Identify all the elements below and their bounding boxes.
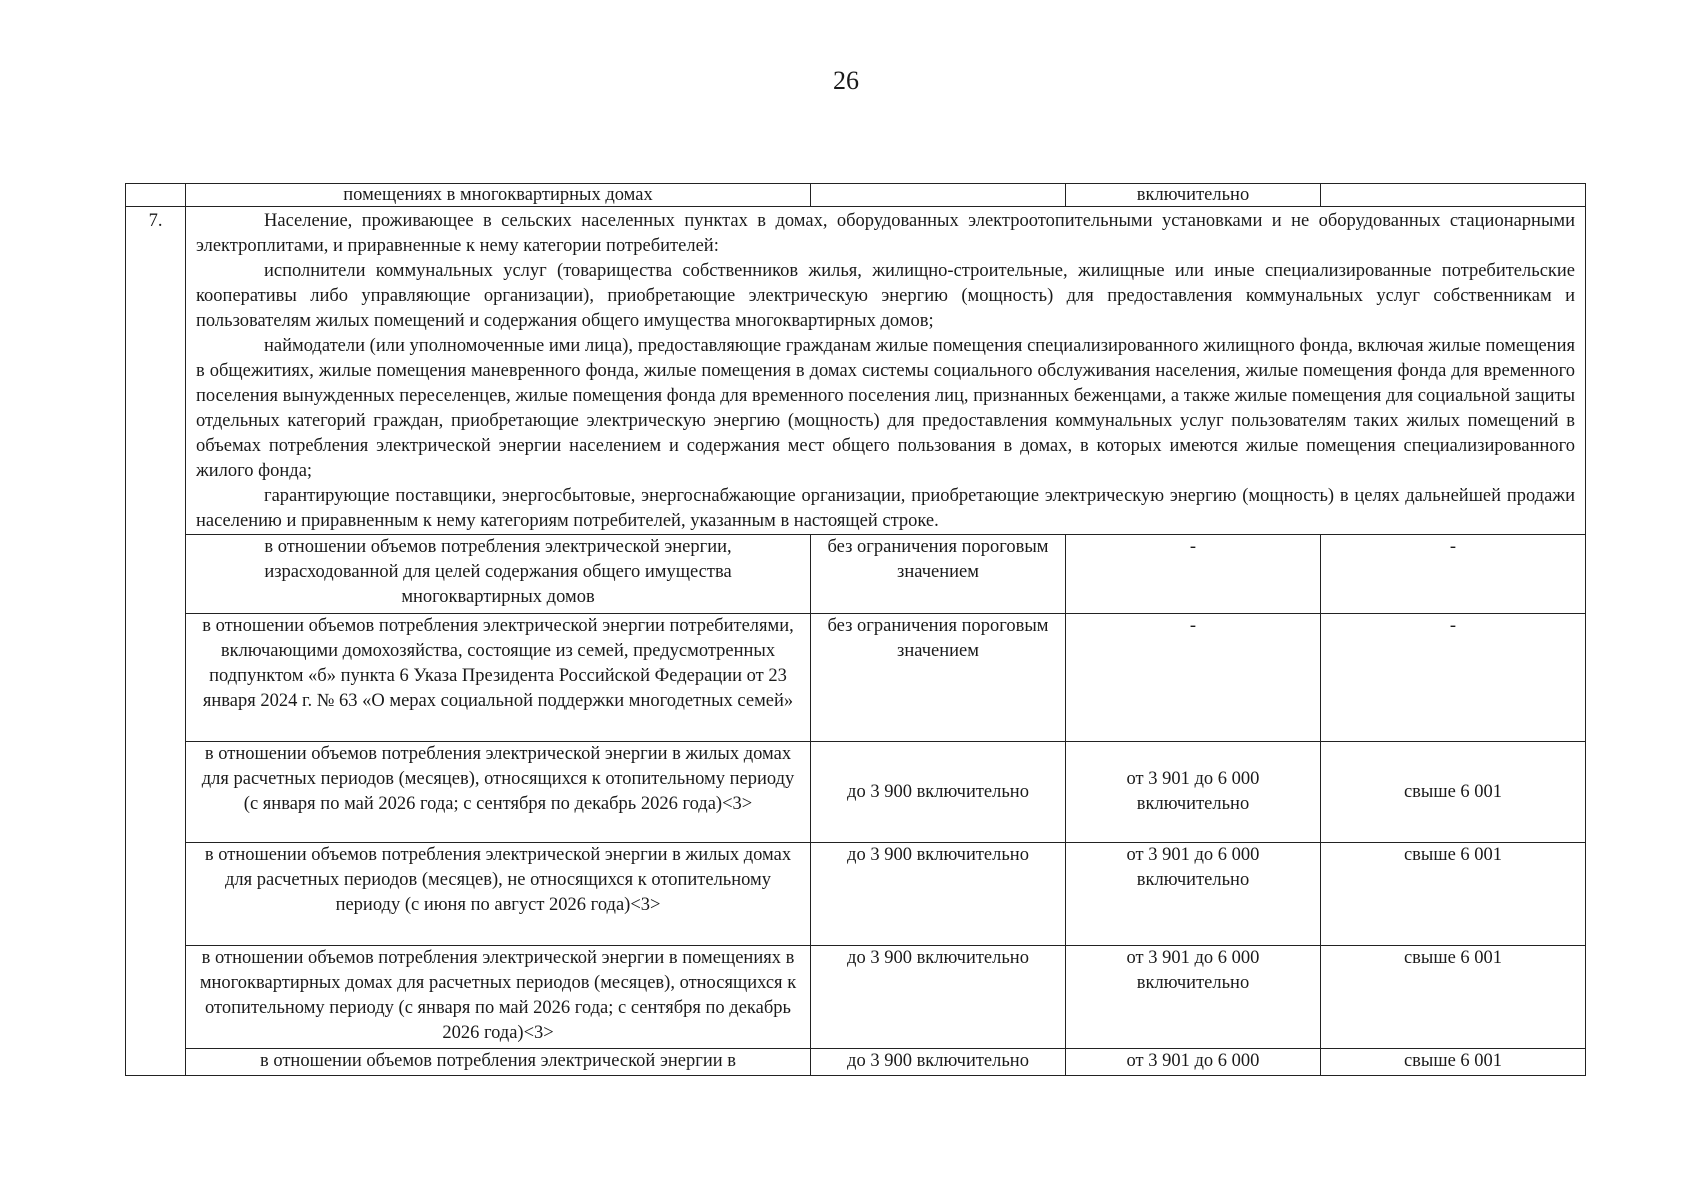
- table-cell-description: в отношении объемов потребления электрической энергии, израсходованной для целей содержания общего имущества многоквартирных домов: [186, 535, 811, 614]
- table-cell-threshold-3: свыше 6 001: [1321, 742, 1586, 843]
- section-paragraph: гарантирующие поставщики, энергосбытовые, энергоснабжающие организации, приобретающие электрическую энергию (мощность) в целях дальнейшей продажи населению и приравненным к нему категориям потребителей, указанным в настоящей строке.: [196, 486, 1575, 531]
- table-cell-description: помещениях в многоквартирных домах: [186, 184, 811, 207]
- table-cell-threshold-1: до 3 900 включительно: [811, 742, 1066, 843]
- tariff-table: [125, 183, 1586, 1076]
- table-cell-threshold-3: свыше 6 001: [1321, 843, 1586, 946]
- table-cell-threshold-1: до 3 900 включительно: [811, 1049, 1066, 1076]
- table-cell-threshold-2: от 3 901 до 6 000 включительно: [1066, 742, 1321, 843]
- table-row: [126, 946, 1586, 1049]
- table-cell-threshold-1: без ограничения пороговым значением: [811, 614, 1066, 742]
- table-cell-threshold-2: от 3 901 до 6 000: [1066, 1049, 1321, 1076]
- table-row: [126, 1049, 1586, 1076]
- table-cell-description: в отношении объемов потребления электрической энергии в помещениях в многоквартирных домах для расчетных периодов (месяцев), относящихся к отопительному периоду (с января по май 2026 года; с сентября по декабрь 2026 года)<3>: [186, 946, 811, 1049]
- table-cell-threshold-1: [811, 184, 1066, 207]
- section-description: [186, 207, 1586, 535]
- table-cell-threshold-2: от 3 901 до 6 000 включительно: [1066, 843, 1321, 946]
- table-cell-threshold-1: до 3 900 включительно: [811, 946, 1066, 1049]
- section-paragraph: наймодатели (или уполномоченные ими лица), предоставляющие гражданам жилые помещения специализированного жилищного фонда, включая жилые помещения в общежитиях, жилые помещения маневренного фонда, жилые помещения в домах системы социального обслуживания населения, жилые помещения фонда для временного поселения вынужденных переселенцев, жилые помещения фонда для временного поселения лиц, признанных беженцами, а также жилые помещения для социальной защиты отдельных категорий граждан, приобретающие электрическую энергию (мощность) для предоставления коммунальных услуг пользователям таких жилых помещений в объемах потребления электрической энергии населением и содержания мест общего пользования в домах, в которых имеются жилые помещения специализированного жилого фонда;: [196, 336, 1575, 481]
- table-cell-threshold-2: -: [1066, 535, 1321, 614]
- table-row-section-7: [126, 207, 1586, 535]
- table-cell-threshold-3: -: [1321, 535, 1586, 614]
- table-cell-threshold-3: -: [1321, 614, 1586, 742]
- table-cell-threshold-3: [1321, 184, 1586, 207]
- table-cell-number: [126, 184, 186, 207]
- page-number: 26: [833, 66, 859, 95]
- table-cell-description: в отношении объемов потребления электрической энергии в жилых домах для расчетных периодов (месяцев), не относящихся к отопительному периоду (с июня по август 2026 года)<3>: [186, 843, 811, 946]
- table-row: [126, 535, 1586, 614]
- table-cell-description: в отношении объемов потребления электрической энергии в: [186, 1049, 811, 1076]
- section-paragraph: исполнители коммунальных услуг (товарищества собственников жилья, жилищно-строительные, жилищные или иные специализированные потребительские кооперативы либо управляющие организации), приобретающие электрическую энергию (мощность) для предоставления коммунальных услуг собственникам и пользователям жилых помещений и содержания общего имущества многоквартирных домов;: [196, 261, 1575, 331]
- table-cell-threshold-2: -: [1066, 614, 1321, 742]
- row-number: 7.: [126, 207, 186, 1076]
- table-cell-threshold-3: свыше 6 001: [1321, 1049, 1586, 1076]
- table-cell-threshold-3: свыше 6 001: [1321, 946, 1586, 1049]
- table-cell-threshold-2: включительно: [1066, 184, 1321, 207]
- table-cell-threshold-1: до 3 900 включительно: [811, 843, 1066, 946]
- table-row: [126, 742, 1586, 843]
- section-paragraph: Население, проживающее в сельских населенных пунктах в домах, оборудованных электроотопительными установками и не оборудованных стационарными электроплитами, и приравненные к нему категории потребителей:: [196, 211, 1575, 256]
- table-row: [126, 843, 1586, 946]
- table-row: [126, 614, 1586, 742]
- table-cell-threshold-1: без ограничения пороговым значением: [811, 535, 1066, 614]
- table-cell-description: в отношении объемов потребления электрической энергии в жилых домах для расчетных периодов (месяцев), относящихся к отопительному периоду (с января по май 2026 года; с сентября по декабрь 2026 года)<3>: [186, 742, 811, 843]
- table-cell-description: в отношении объемов потребления электрической энергии потребителями, включающими домохозяйства, состоящие из семей, предусмотренных подпунктом «б» пункта 6 Указа Президента Российской Федерации от 23 января 2024 г. № 63 «О мерах социальной поддержки многодетных семей»: [186, 614, 811, 742]
- table-row-continuation: [126, 184, 1586, 207]
- table-cell-threshold-2: от 3 901 до 6 000 включительно: [1066, 946, 1321, 1049]
